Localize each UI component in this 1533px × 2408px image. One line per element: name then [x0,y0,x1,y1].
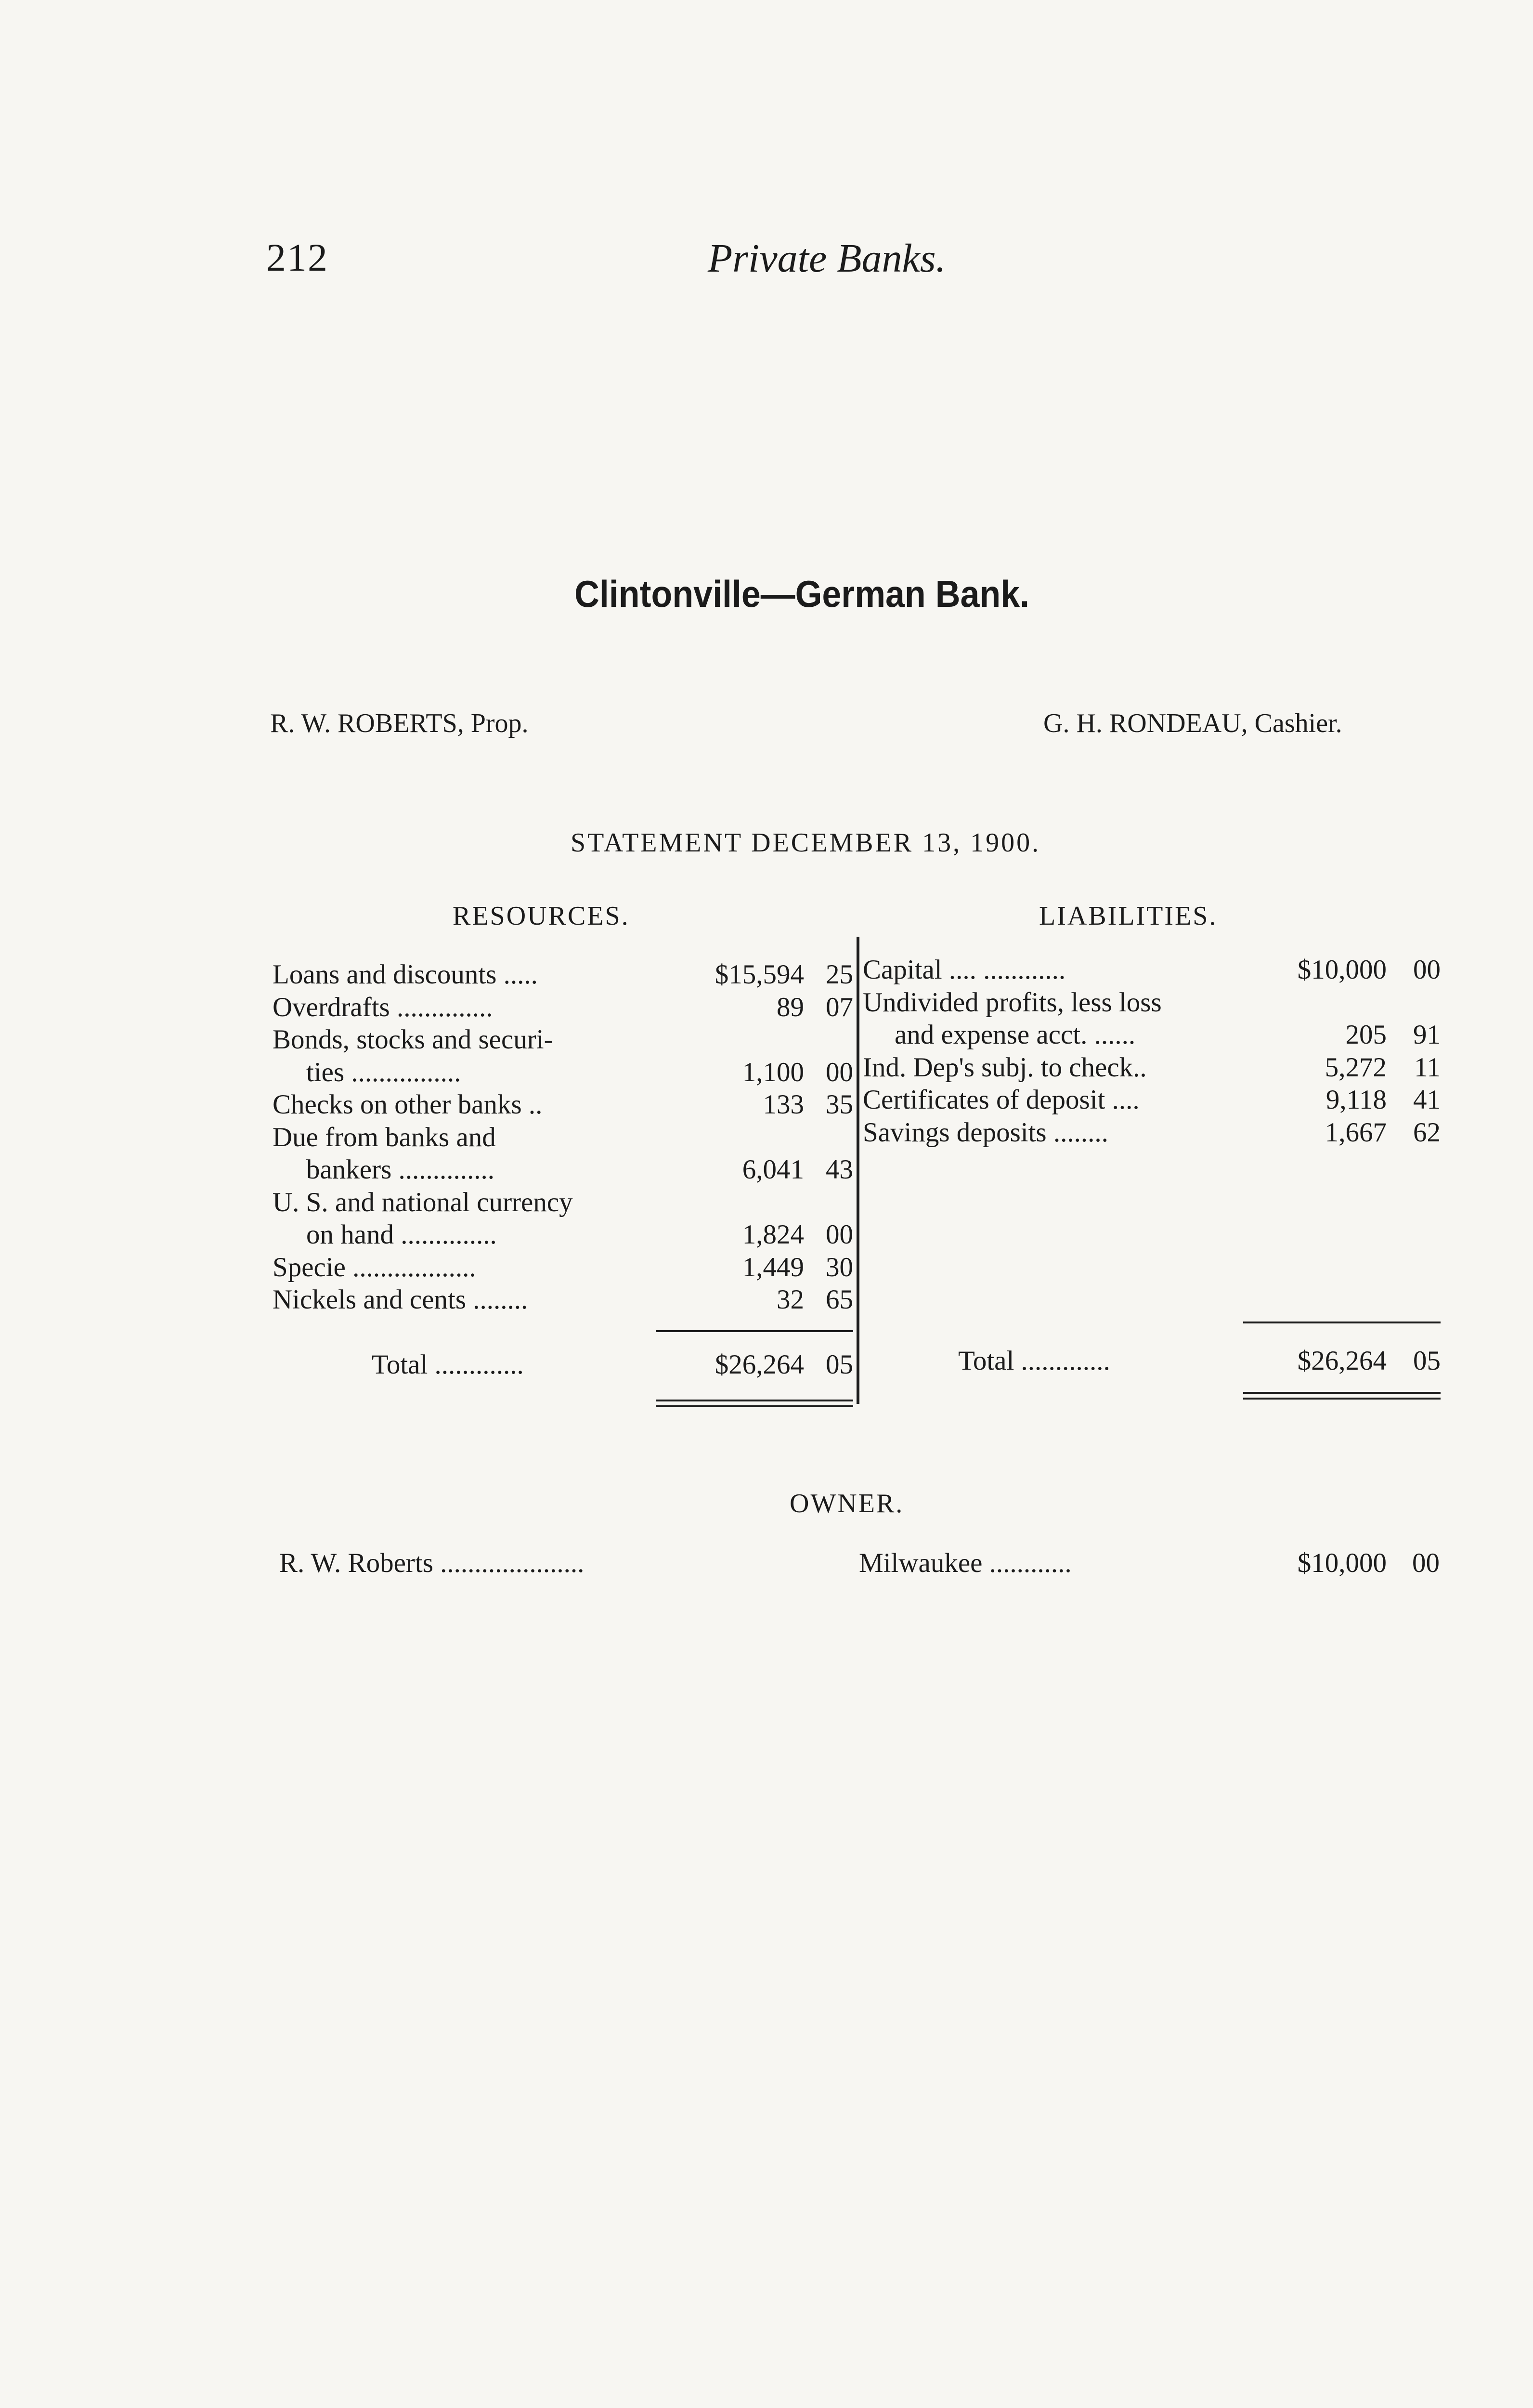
liabilities-item-cents: 00 [1413,955,1441,985]
owner-row [0,1547,1533,1580]
resources-item-dollars: 1,824 [742,1219,804,1250]
resources-item-dollars: 133 [763,1089,804,1120]
liabilities-total-double-rule-bottom [1243,1398,1441,1400]
resources-item-cents: 35 [826,1089,853,1120]
liabilities-item-dollars: 1,667 [1325,1117,1387,1148]
resources-item-cents: 00 [826,1057,853,1087]
resources-item-line [0,1153,1533,1186]
liabilities-item-dollars: 9,118 [1325,1085,1387,1115]
resources-item-cents: 65 [826,1284,853,1315]
running-head: Private Banks. [708,236,946,281]
resources-item-cents: 25 [826,959,853,990]
resources-item-label: Bonds, stocks and securi- [273,1024,553,1055]
liabilities-item-dollars: $10,000 [1297,955,1387,985]
liabilities-sum-rule [1243,1322,1441,1323]
bank-title: Clintonville—German Bank. [574,573,1030,615]
resources-item-line [0,1251,1533,1284]
owner-residence: Milwaukee ............ [859,1548,1072,1578]
liabilities-item-label: Capital .... ............ [863,955,1066,985]
liabilities-item-line [0,1116,1533,1149]
resources-item-line [0,1283,1533,1316]
liabilities-item-line [0,986,1533,1019]
resources-total-double-rule-top [656,1400,853,1401]
resources-item-line [0,1218,1533,1251]
liabilities-item-cents: 91 [1413,1020,1441,1050]
liabilities-item-label: Certificates of deposit .... [863,1085,1140,1115]
liabilities-item-cents: 62 [1413,1117,1441,1148]
resources-sum-rule [656,1330,853,1332]
resources-item-label: Nickels and cents ........ [273,1284,528,1315]
resources-total-label: Total ............. [372,1349,524,1380]
liabilities-heading: LIABILITIES. [1039,901,1218,931]
liabilities-item-cents: 41 [1413,1085,1441,1115]
resources-item-cents: 07 [826,992,853,1022]
liabilities-item-label: and expense acct. ...... [895,1020,1136,1050]
resources-item-cents: 43 [826,1154,853,1185]
liabilities-item-label: Savings deposits ........ [863,1117,1108,1148]
resources-total-cents: 05 [826,1349,853,1380]
liabilities-item-label: Ind. Dep's subj. to check.. [863,1052,1147,1083]
resources-item-label: bankers .............. [306,1154,495,1185]
resources-item-dollars: 89 [777,992,804,1022]
liabilities-item-line [0,954,1533,986]
resources-item-label: U. S. and national currency [273,1187,573,1217]
liabilities-total-label: Total ............. [958,1346,1110,1376]
resources-item-label: Loans and discounts ..... [273,959,538,990]
proprietor-line: R. W. ROBERTS, Prop. [270,708,529,738]
resources-item-dollars: $15,594 [715,959,804,990]
resources-item-cents: 30 [826,1252,853,1283]
liabilities-item-cents: 11 [1414,1052,1441,1083]
resources-heading: RESOURCES. [453,901,630,931]
liabilities-item-line [0,1019,1533,1051]
owner-heading: OWNER. [790,1489,904,1518]
liabilities-item-dollars: 205 [1345,1020,1387,1050]
liabilities-total-dollars: $26,264 [1297,1346,1387,1376]
resources-total-dollars: $26,264 [715,1349,804,1380]
resources-item-cents: 00 [826,1219,853,1250]
liabilities-item-label: Undivided profits, less loss [863,987,1162,1018]
cashier-line: G. H. RONDEAU, Cashier. [1043,708,1342,738]
resources-item-label: Due from banks and [273,1122,496,1152]
page-number: 212 [266,236,328,279]
owner-cents: 00 [1412,1548,1440,1578]
liabilities-item-line [0,1051,1533,1084]
resources-item-label: Specie .................. [273,1252,476,1283]
resources-item-dollars: 1,100 [742,1057,804,1087]
resources-item-label: ties ................ [306,1057,461,1087]
resources-item-label: on hand .............. [306,1219,497,1250]
resources-item-label: Checks on other banks .. [273,1089,543,1120]
owner-name: R. W. Roberts ..................... [279,1548,585,1578]
statement-title: STATEMENT DECEMBER 13, 1900. [571,828,1041,858]
resources-total-double-rule-bottom [656,1405,853,1407]
resources-item-line [0,1186,1533,1219]
resources-item-dollars: 6,041 [742,1154,804,1185]
liabilities-item-dollars: 5,272 [1325,1052,1387,1083]
liabilities-item-line [0,1084,1533,1116]
liabilities-total-cents: 05 [1413,1346,1441,1376]
liabilities-total-row [0,1345,1533,1377]
owner-dollars: $10,000 [1297,1548,1387,1578]
resources-item-dollars: 1,449 [742,1252,804,1283]
liabilities-total-double-rule-top [1243,1392,1441,1394]
resources-item-label: Overdrafts .............. [273,992,493,1022]
resources-item-dollars: 32 [777,1284,804,1315]
